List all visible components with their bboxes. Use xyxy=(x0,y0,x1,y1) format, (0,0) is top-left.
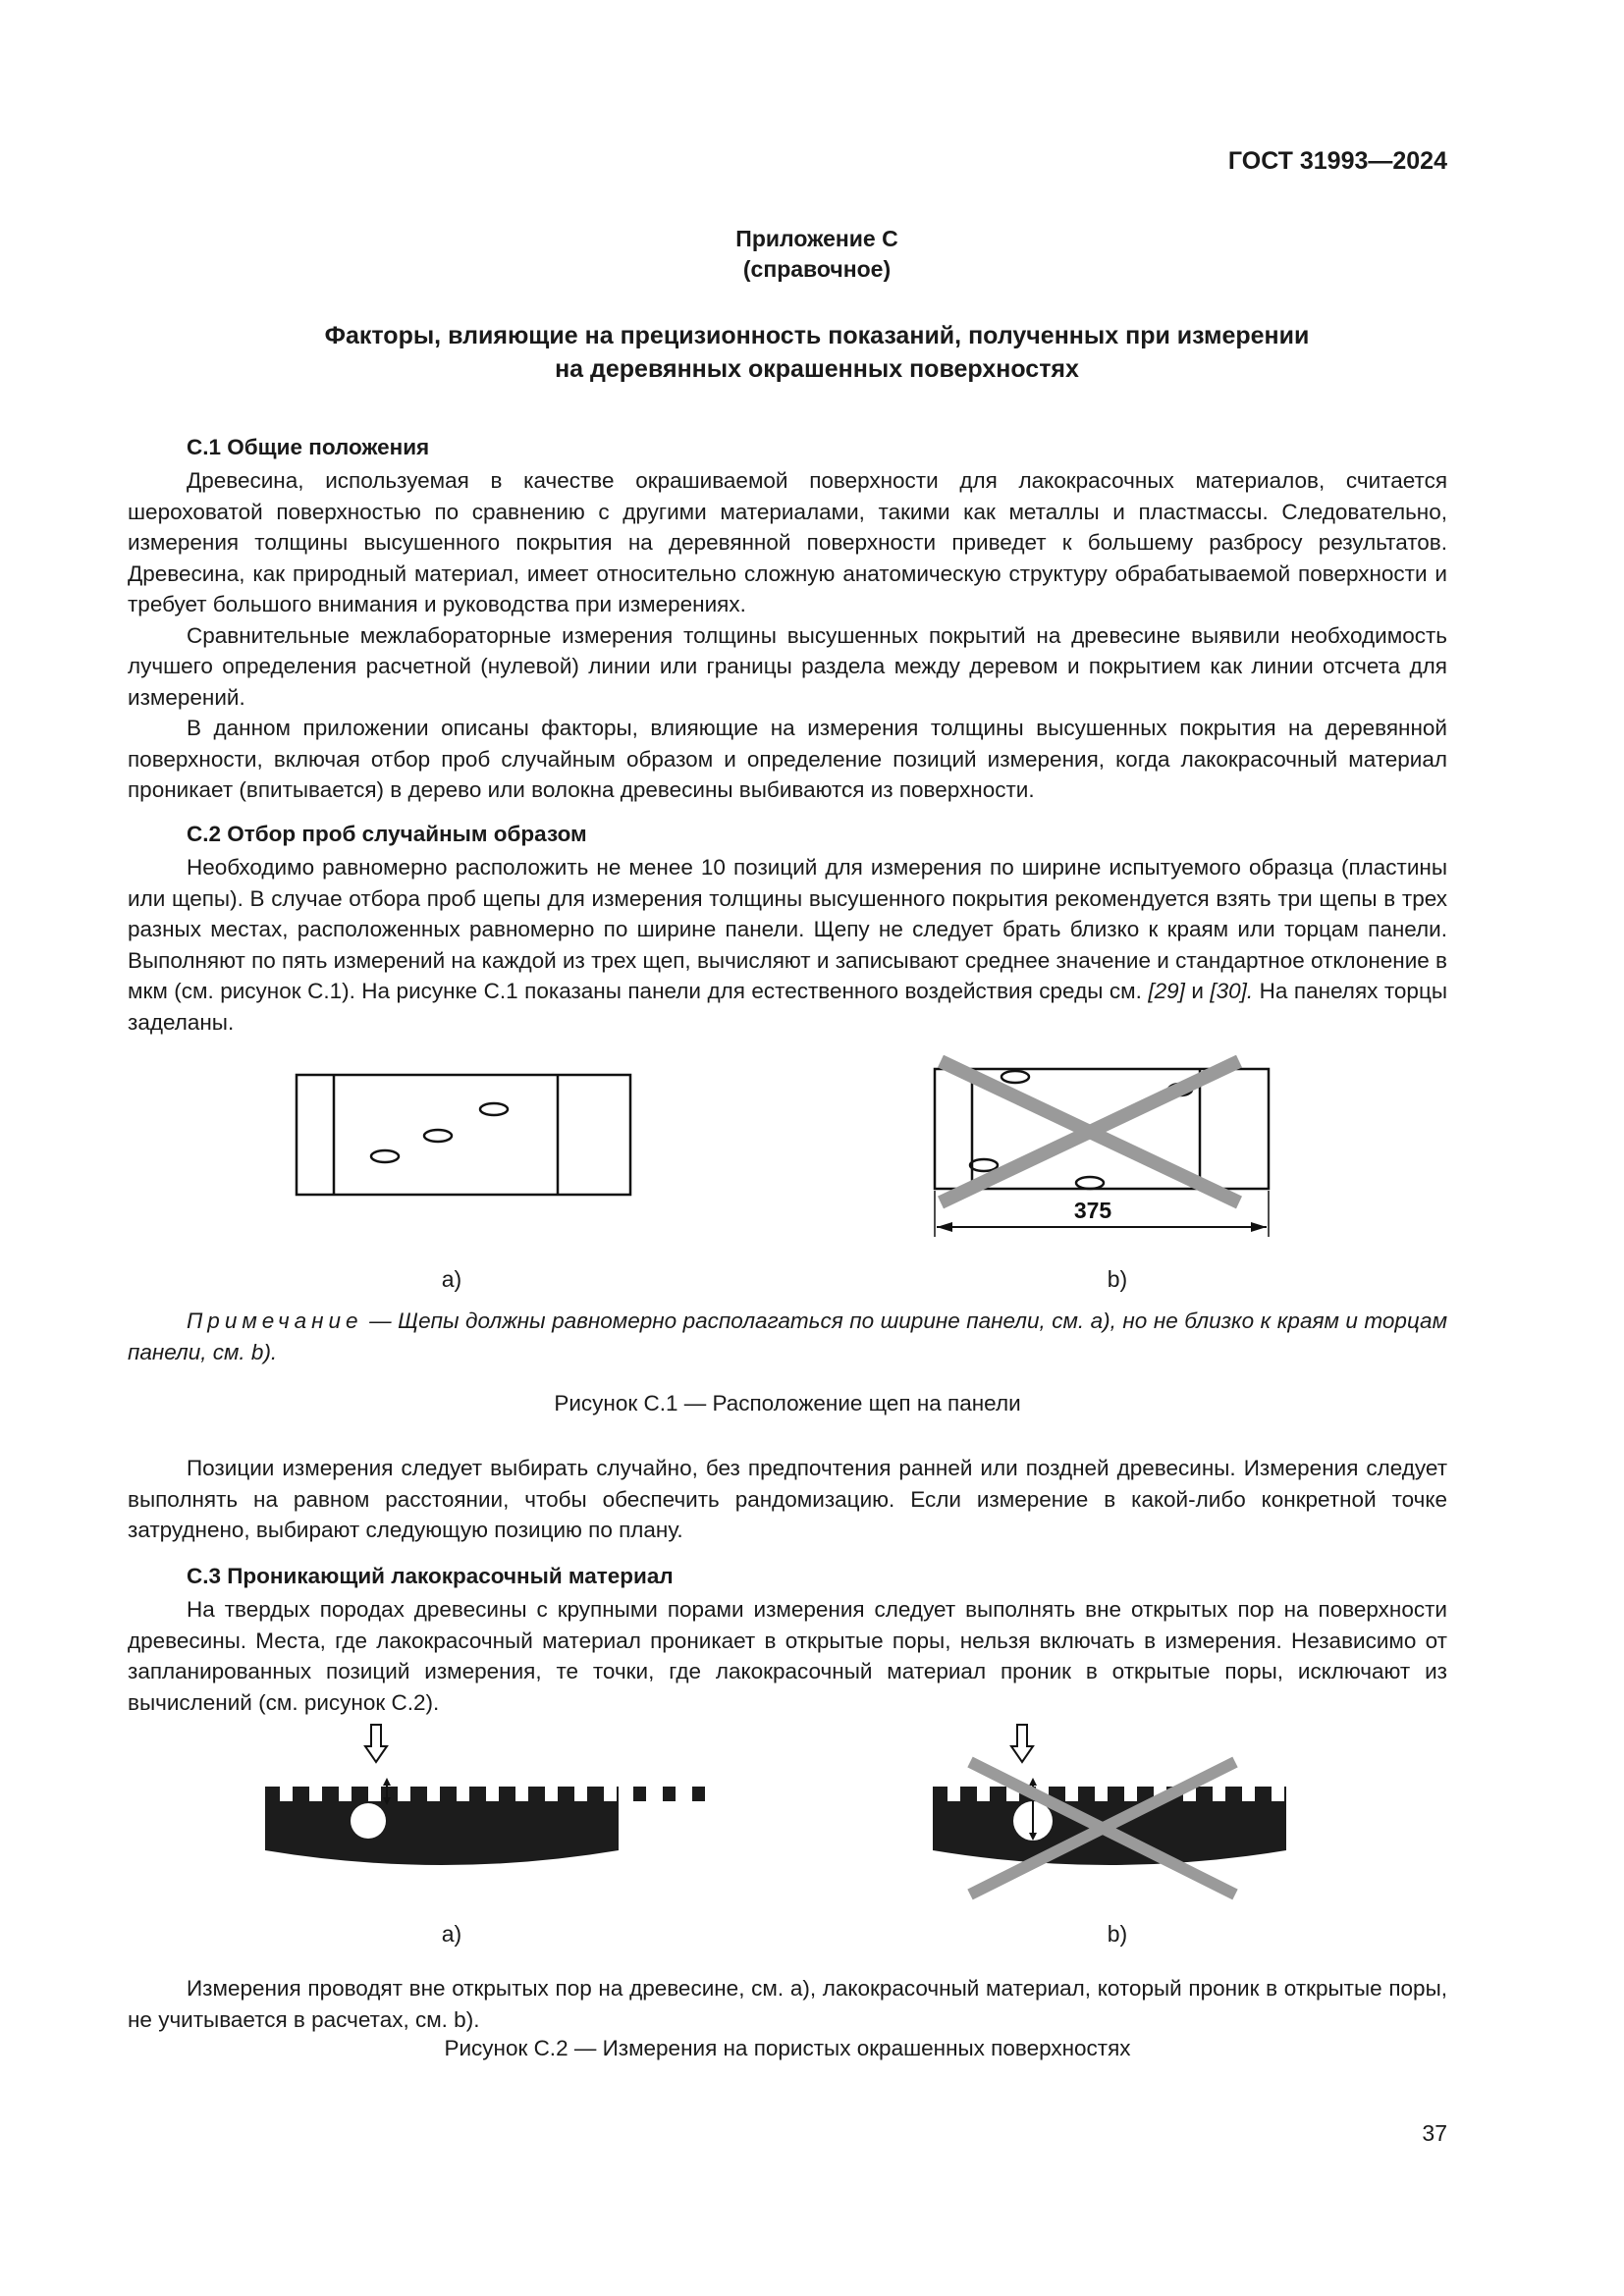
note-text: — Щепы должны равномерно располагаться по ширине панели, см. а), но не близко к краям и торцам панели, см. b). xyxy=(128,1308,1447,1364)
open-pore-a xyxy=(351,1803,386,1839)
figure-c2-drawings xyxy=(255,1723,1316,1909)
page-number: 37 xyxy=(1422,2120,1447,2146)
cross-section-b xyxy=(933,1725,1286,1895)
figure-c1-label-a: а) xyxy=(441,1266,462,1292)
section-c3-heading: С.3 Проникающий лакокрасочный материал xyxy=(187,1564,674,1588)
probe-arrow-b xyxy=(1011,1725,1033,1762)
reference-30: [30]. xyxy=(1210,979,1254,1003)
figure-c2-label-a: а) xyxy=(441,1921,462,1947)
wood-profile-a xyxy=(265,1787,705,1865)
section-c2-paragraph-2: Позиции измерения следует выбирать случайно, без предпочтения ранней или поздней древесины. Измерения следует выполнять на равном расстоянии, чтобы обеспечить рандомизацию. Если измерение в какой-либо конкретной точке затруднено, выбирают следующую позицию по плану. xyxy=(128,1456,1447,1542)
reference-29: [29] xyxy=(1148,979,1185,1003)
panel-a-drawing xyxy=(297,1075,630,1195)
chip-edge-1 xyxy=(1001,1071,1029,1083)
annex-main-title xyxy=(187,319,1447,386)
panel-a-outline xyxy=(297,1075,630,1195)
chip-2 xyxy=(424,1130,452,1142)
chip-1 xyxy=(371,1150,399,1162)
chip-edge-2 xyxy=(970,1159,998,1171)
section-c1 xyxy=(128,432,1447,806)
figure-c1-caption: Рисунок С.1 — Расположение щеп на панели xyxy=(554,1391,1021,1415)
figure-c2-caption: Рисунок С.2 — Измерения на пористых окрашенных поверхностях xyxy=(444,2036,1131,2060)
section-c2-paragraph-1 xyxy=(128,852,1447,1038)
cross-section-a xyxy=(265,1725,705,1865)
section-c3-paragraph-1: На твердых породах древесины с крупными порами измерения следует выполнять вне открытых пор на поверхности древесины. Места, где лакокрасочный материал проникает в открытые поры, нельзя включать в измерения. Независимо от запланированных позиций измерения, те точки, где лакокрасочный материал проник в открытые поры, исключают из вычислений (см. рисунок С.2). xyxy=(128,1597,1447,1715)
section-c1-paragraph-1: Древесина, используемая в качестве окрашиваемой поверхности для лакокрасочных материалов, считается шероховатой поверхностью по сравнению с другими материалами, такими как металлы и пластмассы. Следовательно, измерения толщины высушенного покрытия на деревянной поверхности приведет к большему разбросу результатов. Древесина, как природный материал, имеет относительно сложную анатомическую структуру обрабатываемой поверхности и требует большого внимания и руководства при измерениях. xyxy=(128,468,1447,616)
title-line-2: на деревянных окрашенных поверхностях xyxy=(555,355,1079,383)
figure-c1-note xyxy=(128,1306,1447,1367)
figure-c2-label-b: b) xyxy=(1107,1921,1128,1947)
annex-status: (справочное) xyxy=(742,256,892,282)
section-c2-continuation xyxy=(128,1453,1447,1546)
paragraph-text: и xyxy=(1184,979,1211,1003)
figure-c1-label-b: b) xyxy=(1107,1266,1128,1292)
section-c2 xyxy=(128,819,1447,1038)
paragraph-text: Необходимо равномерно расположить не менее 10 позиций для измерения по ширине испытуемого образца (пластины или щепы). В случае отбора проб щепы для измерения толщины высушенного покрытия рекомендуется взять три щепы в трех разных местах, расположенных равномерно по ширине панели. Щепу не следует брать близко к краям или торцам панели. Выполняют по пять измерений на каждой из трех щеп, вычисляют и записывают среднее значение и стандартное отклонение в мкм (см. рисунок С.1). На рисунке С.1 показаны панели для естественного воздействия среды см. xyxy=(128,855,1447,1003)
dim-arrow-right xyxy=(1251,1222,1267,1232)
marker-arrow-a-top xyxy=(383,1778,391,1786)
section-c1-paragraph-3: В данном приложении описаны факторы, влияющие на измерения толщины высушенных покрытия на деревянной поверхности, включая отбор проб случайным образом и определение позиций измерения, когда лакокрасочный материал проникает (впитывается) в дерево или волокна древесины выбиваются из поверхности. xyxy=(128,716,1447,802)
chip-edge-3 xyxy=(1076,1177,1104,1189)
probe-arrow-a xyxy=(365,1725,387,1762)
title-line-1: Факторы, влияющие на прецизионность показаний, полученных при измерении xyxy=(324,322,1310,349)
annex-heading xyxy=(187,224,1447,285)
figure-c2-description xyxy=(128,1973,1447,2035)
section-c2-heading: С.2 Отбор проб случайным образом xyxy=(187,822,587,846)
standard-designation: ГОСТ 31993—2024 xyxy=(1227,147,1447,175)
figure-c1-drawings xyxy=(285,1055,1286,1252)
section-c3 xyxy=(128,1561,1447,1718)
figure-c2-text: Измерения проводят вне открытых пор на древесине, см. а), лакокрасочный материал, который проник в открытые поры, не учитывается в расчетах, см. b). xyxy=(128,1976,1447,2032)
annex-title: Приложение С xyxy=(735,226,898,251)
chip-3 xyxy=(480,1103,508,1115)
dim-arrow-left xyxy=(937,1222,952,1232)
paragraph-text: На панелях торцы заделаны. xyxy=(128,979,1447,1035)
note-label: Примечание xyxy=(187,1308,363,1333)
marker-arrow-b-top xyxy=(1029,1778,1037,1786)
section-c1-paragraph-2: Сравнительные межлабораторные измерения толщины высушенных покрытий на древесине выявили необходимость лучшего определения расчетной (нулевой) линии или границы раздела между деревом и покрытием как линии отсчета для измерений. xyxy=(128,622,1447,710)
dimension-value: 375 xyxy=(1073,1198,1112,1223)
section-c1-heading: С.1 Общие положения xyxy=(187,435,430,459)
